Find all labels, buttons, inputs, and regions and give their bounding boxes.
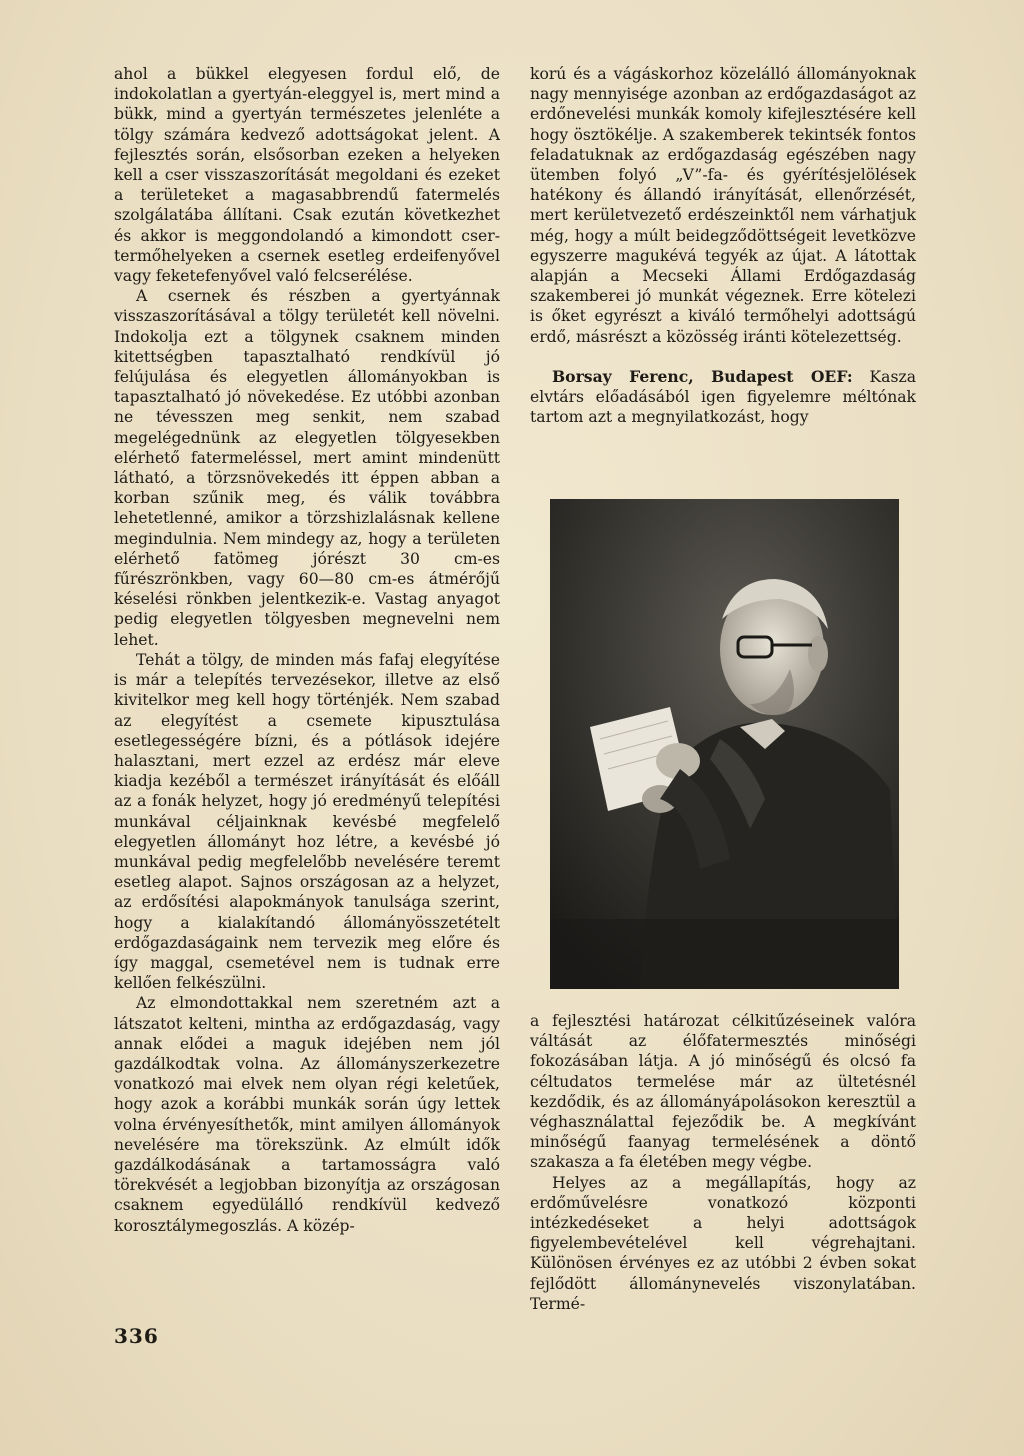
left-text-column: [114, 64, 500, 1236]
paragraph: Az elmondottakkal nem szeretném azt a látszatot kelteni, mintha az erdőgazdaság, vagy annak elődei a maguk idejében nem jól gazdálkodtak volna. Az állományszerkezetre vonatkozó mai elvek nem olyan régi keletűek, hogy azok a korábbi munkák során úgy lettek volna érvényesíthetők, mint amilyen állományok nevelésére ma törekszünk. Az elmúlt idők gazdálkodásának a tartamosságra való törekvését a legjobban bizonyítja az országosan csaknem egyedülálló rendkívül kedvező korosztálymegoszlás. A közép-: [114, 994, 500, 1235]
speaker-text: Kasza elvtárs előadásából igen figyelemre méltónak tartom azt a megnyilatkozást, hogy: [530, 367, 916, 427]
paragraph: Helyes az a megállapítás, hogy az erdőművelésre vonatkozó központi intézkedéseket a helyi adottságok figyelembevételével kell végrehajtani. Különösen érvényes ez az utóbbi 2 évben sokat fejlődött állománynevelés viszonylatában. Termé-: [530, 1173, 916, 1313]
speaker-photo-image: [550, 499, 899, 989]
speaker-name: Borsay Ferenc, Budapest OEF:: [552, 366, 853, 386]
right-text-column-bottom: [530, 1011, 916, 1314]
paragraph: a fejlesztési határozat célkitűzéseinek valóra váltását az élőfatermesztés minőségi fokozásában látja. A jó minőségű és olcsó fa céltudatos termelése már az ültetésnél kezdődik, és az állományápolásokon keresztül a véghasználattal fejeződik be. A megkívánt minőségű faanyag termelésének a döntő szakasza a fa életében megy végbe.: [530, 1012, 916, 1172]
speaker-paragraph: [530, 367, 916, 428]
right-text-column-top: [530, 64, 916, 427]
speaker-photograph: [550, 499, 899, 989]
paragraph: A csernek és részben a gyertyánnak visszaszorításával a tölgy területét kell növelni. Indokolja ezt a tölgynek csaknem minden kitettségben tapasztalható rendkívül jó felújulása és elegyetlen állományokban is tapasztalható jó növekedése. Ez utóbbi azonban ne tévesszen meg senkit, nem szabad megelégednünk az elegyetlen tölgyesekben elérhető fatermeléssel, mert amint mindenütt látható, a törzsnövekedés itt éppen abban a korban szűnik meg, és válik továbbra lehetetlenné, amikor a törzshizlalásnak kellene megindulnia. Nem mindegy az, hogy a területen elérhető fatömeg jórészt 30 cm-es fűrészrönkben, vagy 60—80 cm-es átmérőjű késelési rönkben jelentkezik-e. Vastag anyagot pedig elegyetlen tölgyesben megnevelni nem lehet.: [114, 287, 500, 649]
paragraph: korú és a vágáskorhoz közelálló állományoknak nagy mennyisége azonban az erdőgazdaságot az erdőnevelési munkák komoly kifejlesztésére kell hogy ösztökélje. A szakemberek tekintsék fontos feladatuknak az erdőgazdaság egészében nagy ütemben folyó „V”-fa- és gyérítésjelölések hatékony és állandó irányítását, ellenőrzését, mert kerületvezető erdészeinktől nem várhatjuk még, hogy a múlt beidegződöttségeit levetközve egyszerre magukévá tegyék az újat. A látottak alapján a Mecseki Állami Erdőgazdaság szakemberei jó munkát végeznek. Erre kötelezi is őket egyrészt a kiváló termőhelyi adottságú erdő, másrészt a közösség iránti kötelezettség.: [530, 65, 916, 346]
paragraph: ahol a bükkel elegyesen fordul elő, de indokolatlan a gyertyán-eleggyel is, mert mind a bükk, mind a gyertyán természetes jelenléte a tölgy számára kedvező adottságokat jelent. A fejlesztés során, elsősorban ezeken a helyeken kell a cser visszaszorítását megoldani és ezeket a területeket a magasabbrendű fatermelés szolgálatába állítani. Csak ezután következhet és akkor is meggondolandó a kimondott cser-termőhelyeken a csernek esetleg erdeifenyővel vagy feketefenyővel való felcserélése.: [114, 65, 500, 286]
paragraph: Tehát a tölgy, de minden más fafaj elegyítése is már a telepítés tervezésekor, illetve az első kivitelkor meg kell hogy történjék. Nem szabad az elegyítést a csemete kipusztulása esetlegességére bízni, és a pótlások idejére halasztani, mert ezzel az erdész már eleve kiadja kezéből a természet irányítását és előáll az a fonák helyzet, hogy jó eredményű telepítési munkával céljainknak kevésbé megfelelő elegyetlen állományt hoz létre, a kevésbé jó munkával pedig megfelelőbb nevelésére teremt esetleg alapot. Sajnos országosan az a helyzet, az erdősítési alapokmányok tanulsága szerint, hogy a kialakítandó állományösszetételt erdőgazdaságaink nem tervezik meg előre és így maggal, csemetével nem is tudnak erre kellően felkészülni.: [114, 650, 500, 993]
page-number: 336: [114, 1324, 159, 1348]
